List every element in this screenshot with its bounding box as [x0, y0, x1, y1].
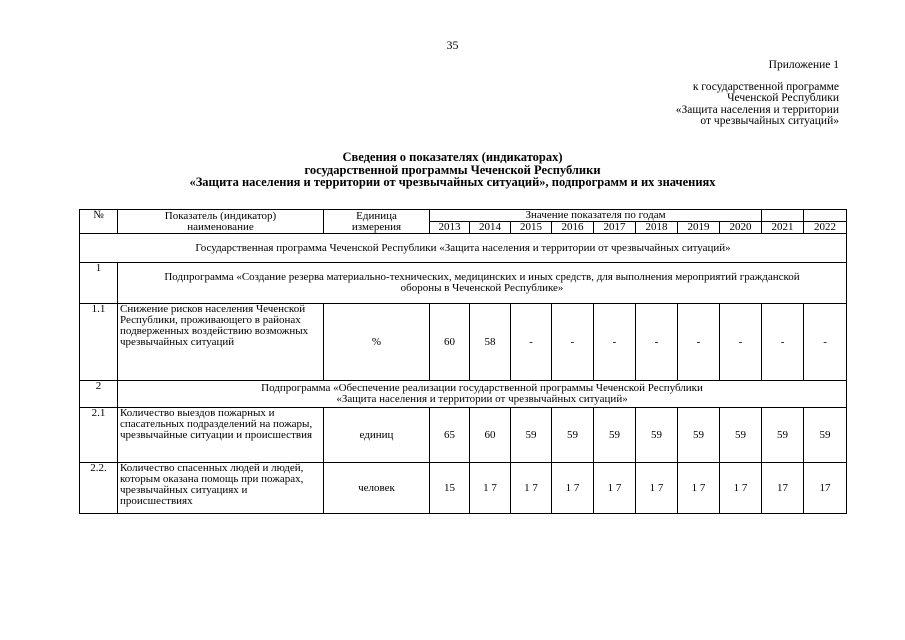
header-indicator	[118, 210, 324, 234]
value-cell: 60	[470, 408, 511, 463]
year-cell: 2018	[636, 222, 678, 234]
table-row	[80, 463, 847, 514]
subprogram-title-cell: Подпрограмма «Создание резерва материально-технических, медицинских и иных средств, для выполнения мероприятий гражданской обороны в Чеченской Республике»	[118, 263, 847, 304]
subprogram-row	[80, 263, 847, 304]
row-unit: %	[324, 304, 430, 381]
value-cell: 59	[511, 408, 552, 463]
value-cell: 65	[430, 408, 470, 463]
title-line: Сведения о показателях (индикаторах)	[342, 150, 563, 164]
year-cell: 2020	[720, 222, 762, 234]
row-unit: человек	[324, 463, 430, 514]
value-cell: 60	[430, 304, 470, 381]
subprogram-num: 1	[80, 263, 118, 304]
value-cell: -	[594, 304, 636, 381]
value-cell: -	[720, 304, 762, 381]
subprogram-title-line: «Защита населения и территории от чрезвычайных ситуаций»	[336, 393, 628, 405]
header-blank-cell	[762, 210, 804, 222]
value-cell: -	[636, 304, 678, 381]
table-row	[80, 408, 847, 463]
row-indicator-name: Количество спасенных людей и людей, которым оказана помощь при пожарах, чрезвычайных ситуациях и происшествиях	[118, 463, 324, 514]
value-cell: -	[511, 304, 552, 381]
program-row	[80, 234, 847, 263]
value-cell: 59	[594, 408, 636, 463]
year-cell: 2015	[511, 222, 552, 234]
value-cell: 58	[470, 304, 511, 381]
year-cell: 2014	[470, 222, 511, 234]
subprogram-title-cell	[118, 381, 847, 408]
value-cell: 17	[762, 463, 804, 514]
year-cell: 2022	[804, 222, 847, 234]
table-row	[80, 304, 847, 381]
header-row	[80, 210, 847, 222]
row-indicator-name: Количество выездов пожарных и спасательных подразделений на пожары, чрезвычайные ситуации и происшествия	[118, 408, 324, 463]
row-unit: единиц	[324, 408, 430, 463]
year-cell: 2017	[594, 222, 636, 234]
header-indicator-line: наименование	[187, 220, 254, 233]
indicators-table	[79, 209, 847, 514]
row-num: 2.2.	[80, 463, 118, 514]
value-cell: 1 7	[552, 463, 594, 514]
header-unit	[324, 210, 430, 234]
appendix-line: «Защита населения и территории	[675, 103, 839, 116]
value-cell: 59	[552, 408, 594, 463]
value-cell: 1 7	[678, 463, 720, 514]
row-indicator-name: Снижение рисков населения Чеченской Республики, проживающего в районах подверженных воздействию возможных чрезвычайных ситуаций	[118, 304, 324, 381]
page-number: 35	[446, 38, 459, 52]
value-cell: 15	[430, 463, 470, 514]
year-cell: 2013	[430, 222, 470, 234]
row-num: 1.1	[80, 304, 118, 381]
value-cell: -	[762, 304, 804, 381]
value-cell: 59	[720, 408, 762, 463]
program-title-cell: Государственная программа Чеченской Республики «Защита населения и территории от чрезвычайных ситуаций»	[80, 234, 847, 263]
row-num: 2.1	[80, 408, 118, 463]
header-blank-cell	[804, 210, 847, 222]
appendix-line: к государственной программе	[692, 80, 839, 93]
header-unit-line: измерения	[351, 220, 402, 233]
subprogram-row	[80, 381, 847, 408]
year-cell: 2021	[762, 222, 804, 234]
title-line: государственной программы Чеченской Республики	[304, 162, 601, 177]
appendix-line: от чрезвычайных ситуаций»	[700, 115, 839, 127]
value-cell: 59	[636, 408, 678, 463]
value-cell: 59	[678, 408, 720, 463]
value-cell: 1 7	[470, 463, 511, 514]
header-values-title: Значение показателя по годам	[430, 210, 762, 222]
appendix-title: Приложение 1	[768, 59, 839, 71]
value-cell: 1 7	[594, 463, 636, 514]
value-cell: 17	[804, 463, 847, 514]
document-title	[60, 151, 845, 189]
title-line: «Защита населения и территории от чрезвычайных ситуаций», подпрограмм и их значениях	[189, 175, 716, 189]
value-cell: 59	[762, 408, 804, 463]
value-cell: 1 7	[636, 463, 678, 514]
value-cell: -	[678, 304, 720, 381]
header-indicator-line: Показатель (индикатор)	[164, 209, 277, 222]
year-cell: 2019	[678, 222, 720, 234]
header-num: №	[80, 210, 118, 234]
value-cell: -	[552, 304, 594, 381]
value-cell: -	[804, 304, 847, 381]
subprogram-num: 2	[80, 381, 118, 408]
year-cell: 2016	[552, 222, 594, 234]
subprogram-title-line: Подпрограмма «Обеспечение реализации государственной программы Чеченской Республики	[261, 382, 703, 394]
appendix-line: Чеченской Республики	[727, 92, 839, 104]
appendix-block	[676, 60, 839, 128]
value-cell: 59	[804, 408, 847, 463]
header-unit-line: Единица	[356, 209, 397, 222]
value-cell: 1 7	[511, 463, 552, 514]
value-cell: 1 7	[720, 463, 762, 514]
